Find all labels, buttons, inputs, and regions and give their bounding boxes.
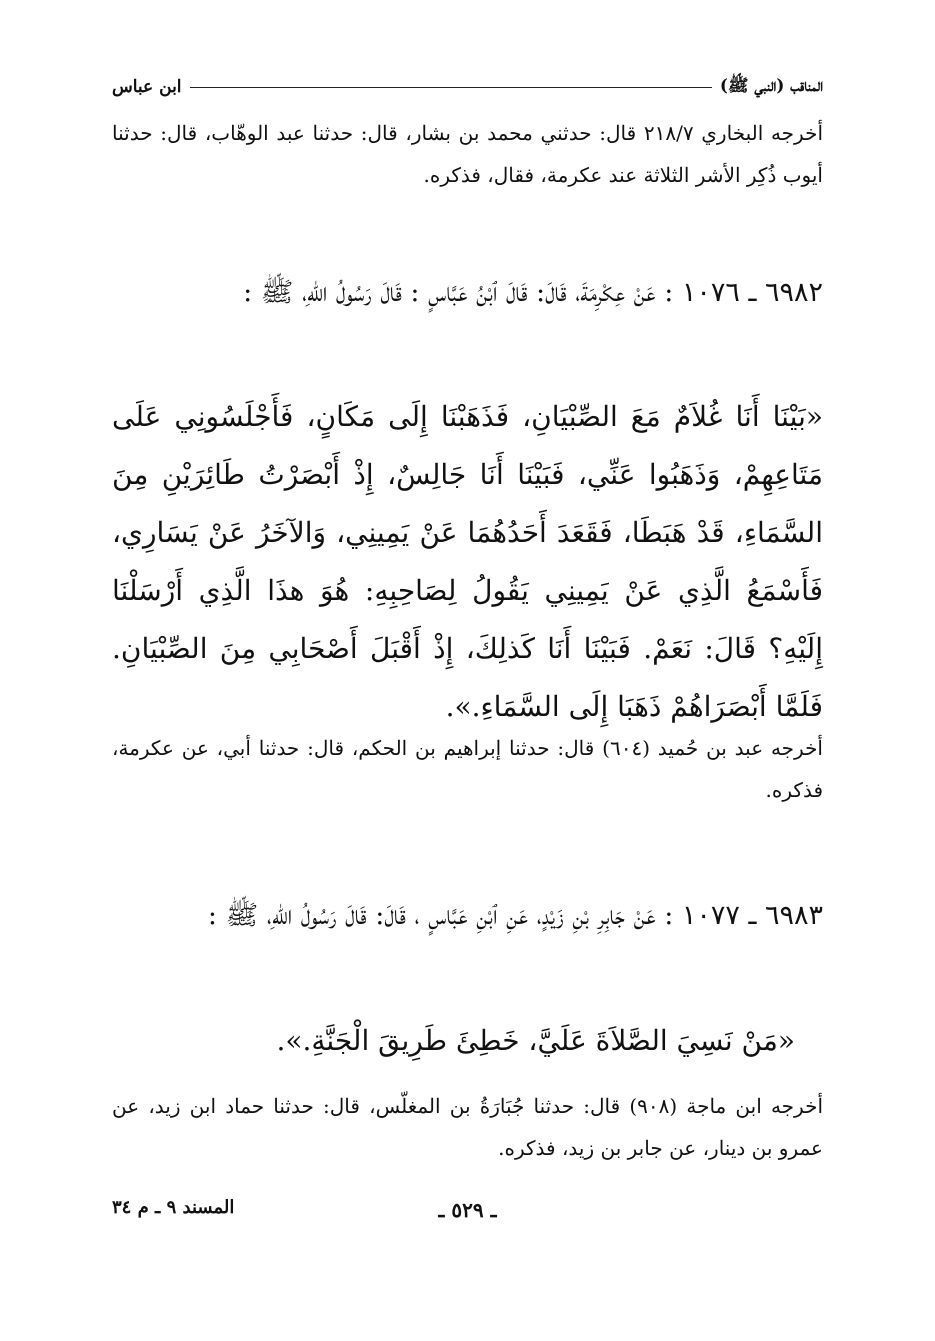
hadith-text-6983: «مَنْ نَسِيَ الصَّلاَةَ عَلَيَّ، خَطِئَ طَرِيقَ الْجَنَّةِ.». (276, 1024, 795, 1057)
source-note-3: أخرجه ابن ماجة (٩٠٨) قال: حدثنا جُبَارَةُ بن المغلّس، قال: حدثنا حماد ابن زيد، عن عمرو بن دينار، عن جابر بن زيد، فذكره. (112, 1094, 823, 1160)
source-note-1: أخرجه البخاري ٢١٨/٧ قال: حدثني محمد بن بشار، قال: حدثنا عبد الوهّاب، قال: حدثنا أيوب ذُكِر الأشر الثلاثة عند عكرمة، فقال، فذكره. (112, 121, 823, 187)
hadith-text-6982: «بَيْنَا أَنَا غُلاَمٌ مَعَ الصِّبْيَانِ، فَذَهَبْنَا إِلَى مَكَانٍ، فَأَجْلَسُونِي عَلَى مَتَاعِهِمْ، وَذَهَبُوا عَنِّي، فَبَيْنَا أَنَا جَالِسٌ، إِذْ أَبْصَرْتُ طَائِرَيْنِ مِنَ السَّمَاءِ، قَدْ هَبَطَا، فَقَعَدَ أَحَدُهُمَا عَنْ يَمِينِي، وَالآخَرُ عَنْ يَسَارِي، فَأَسْمَعُ الَّذِي عَنْ يَمِينِي يَقُولُ لِصَاحِبِهِ: هُوَ هذَا الَّذِي أَرْسَلْنَا إِلَيْهِ؟ قَالَ: نَعَمْ. فَبَيْنَا أَنَا كَذلِكَ، إِذْ أَقْبَلَ أَصْحَابِي مِنَ الصِّبْيَانِ. فَلَمَّا أَبْصَرَاهُمْ ذَهَبَا إِلَى السَّمَاءِ.». (112, 400, 823, 723)
header-section-title: ابن عباس (112, 77, 182, 97)
signature-mark: المسند ٩ ـ م ٣٤ (112, 1197, 235, 1218)
source-note-2: أخرجه عبد بن حُميد (٦٠٤) قال: حدثنا إبراهيم بن الحكم، قال: حدثنا أبي، عن عكرمة، فذكره. (112, 736, 823, 802)
header-chapter-title: المناقب (النبي ﷺ) (719, 75, 823, 96)
hadith-heading-6983: ٦٩٨٣ ـ ١٠٧٧ : عَنْ جَابِرِ بْنِ زَيْدٍ، عَنِ ٱبْنِ عَبَّاسٍ ، قَالَ: قَالَ رَسُولُ اللّهِ، ﷺ : (207, 900, 823, 931)
hadith-heading-6982: ٦٩٨٢ ـ ١٠٧٦ : عَنْ عِكْرِمَةَ، قَالَ: قَالَ ٱبْنُ عَبَّاسٍ : قَالَ رَسُولُ اللّهِ، ﷺ : (243, 277, 823, 308)
running-header (112, 72, 823, 102)
header-rule (190, 87, 712, 88)
page-number: ـ ٥٢٩ ـ (438, 1198, 497, 1222)
